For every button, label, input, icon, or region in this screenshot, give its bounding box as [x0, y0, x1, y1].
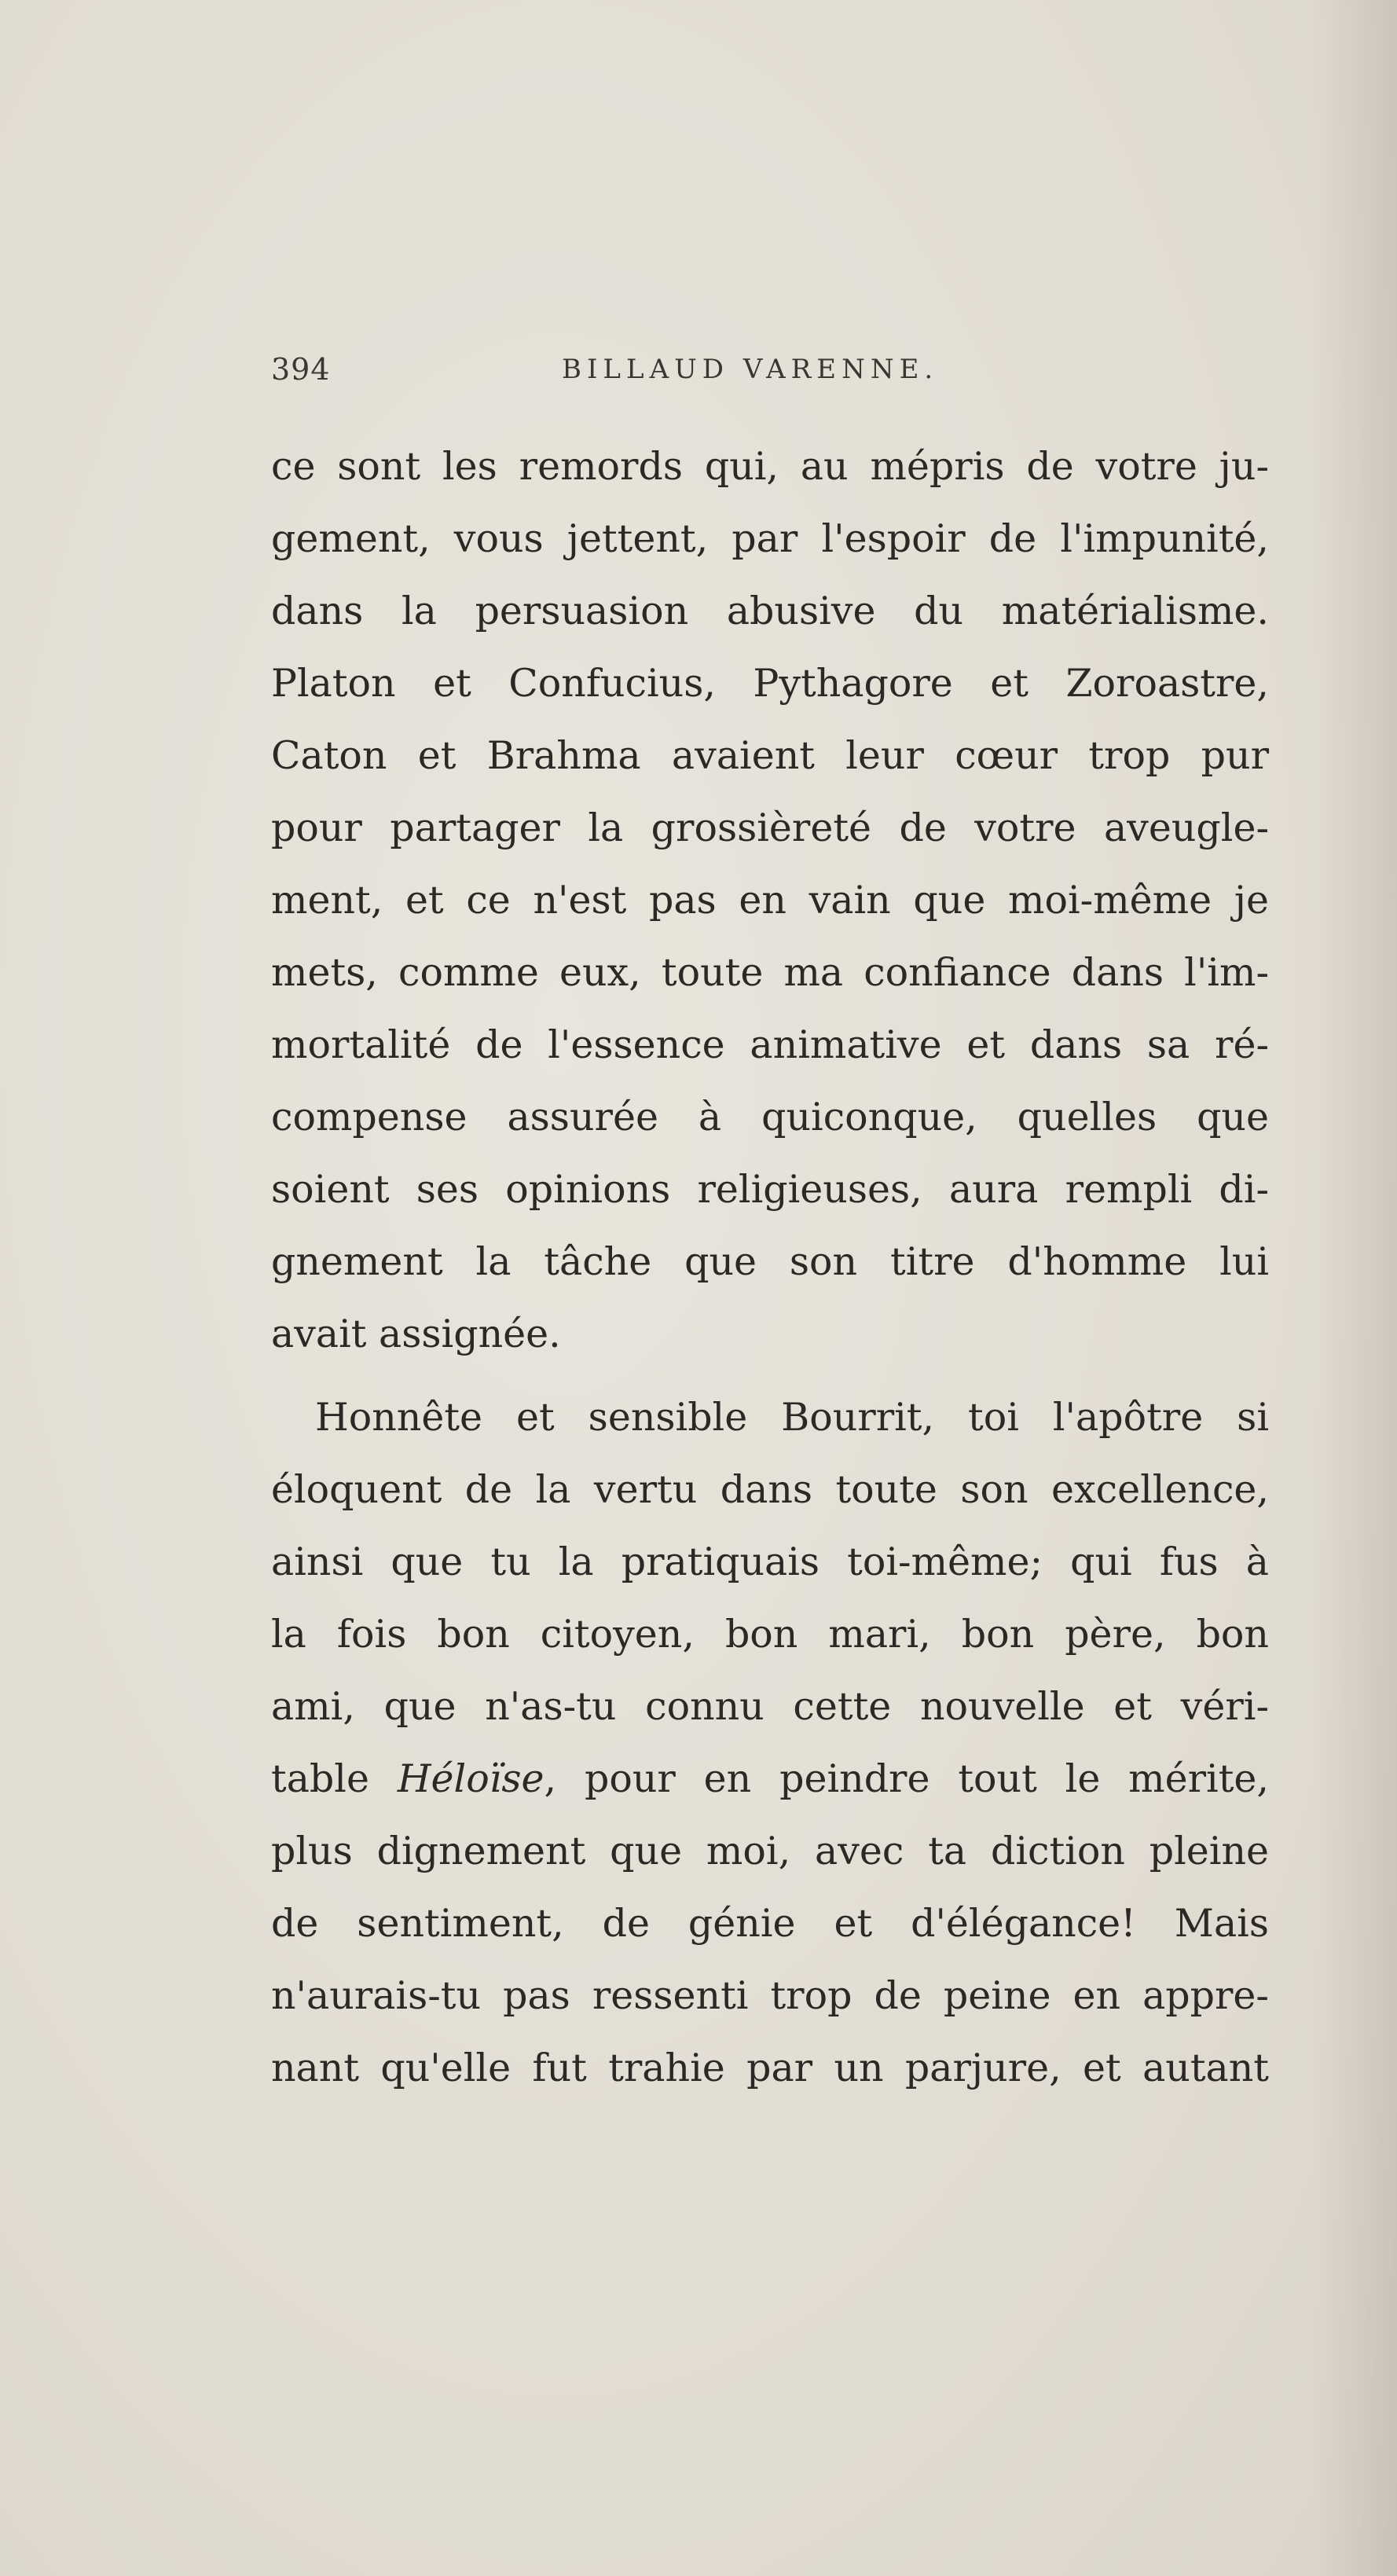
text-line: n'aurais-tu pas ressenti trop de peine en appre- — [271, 1973, 1269, 2018]
text-line: compense assurée à quiconque, quelles que — [271, 1095, 1269, 1139]
paragraph-gap — [271, 1371, 1269, 1382]
text-line-with-italic — [271, 1743, 1269, 1815]
text-line: de sentiment, de génie et d'élégance! Mais — [271, 1901, 1269, 1946]
body-text — [271, 431, 1269, 2104]
text-line: Caton et Brahma avaient leur cœur trop pur — [271, 733, 1269, 778]
paragraph-1 — [271, 431, 1269, 1371]
italic-title: Héloïse — [397, 1756, 544, 1801]
text-line: soient ses opinions religieuses, aura rempli di- — [271, 1167, 1269, 1212]
text-line: éloquent de la vertu dans toute son excellence, — [271, 1467, 1269, 1512]
text-line: avait assignée. — [271, 1312, 561, 1356]
text-line: gement, vous jettent, par l'espoir de l'impunité, — [271, 516, 1269, 561]
text-line: gnement la tâche que son titre d'homme lui — [271, 1239, 1269, 1284]
text-line: plus dignement que moi, avec ta diction pleine — [271, 1829, 1269, 1873]
text-line: la fois bon citoyen, bon mari, bon père, bon — [271, 1612, 1269, 1657]
text-line: Platon et Confucius, Pythagore et Zoroastre, — [271, 661, 1269, 706]
text-line: mortalité de l'essence animative et dans sa ré- — [271, 1022, 1269, 1067]
running-title: BILLAUD VARENNE. — [562, 354, 939, 385]
text-line: ainsi que tu la pratiquais toi-même; qui fus à — [271, 1539, 1269, 1584]
running-head — [271, 352, 986, 399]
page-number: 394 — [271, 352, 331, 387]
text-line: dans la persuasion abusive du matérialisme. — [271, 589, 1269, 633]
text-line: pour partager la grossièreté de votre aveugle- — [271, 805, 1269, 850]
text-line: nant qu'elle fut trahie par un parjure, et autant — [271, 2046, 1269, 2090]
text-line: ment, et ce n'est pas en vain que moi-même je — [271, 878, 1269, 923]
text-line: mets, comme eux, toute ma confiance dans l'im- — [271, 950, 1269, 995]
text-line: ce sont les remords qui, au mépris de votre ju- — [271, 444, 1269, 489]
text-line: ami, que n'as-tu connu cette nouvelle et véri- — [271, 1684, 1269, 1729]
text-line: Honnête et sensible Bourrit, toi l'apôtre si — [315, 1395, 1269, 1440]
text-segment: , pour en peindre tout le mérite, — [544, 1756, 1269, 1801]
paragraph-2 — [271, 1382, 1269, 2104]
text-segment: table — [271, 1756, 398, 1801]
